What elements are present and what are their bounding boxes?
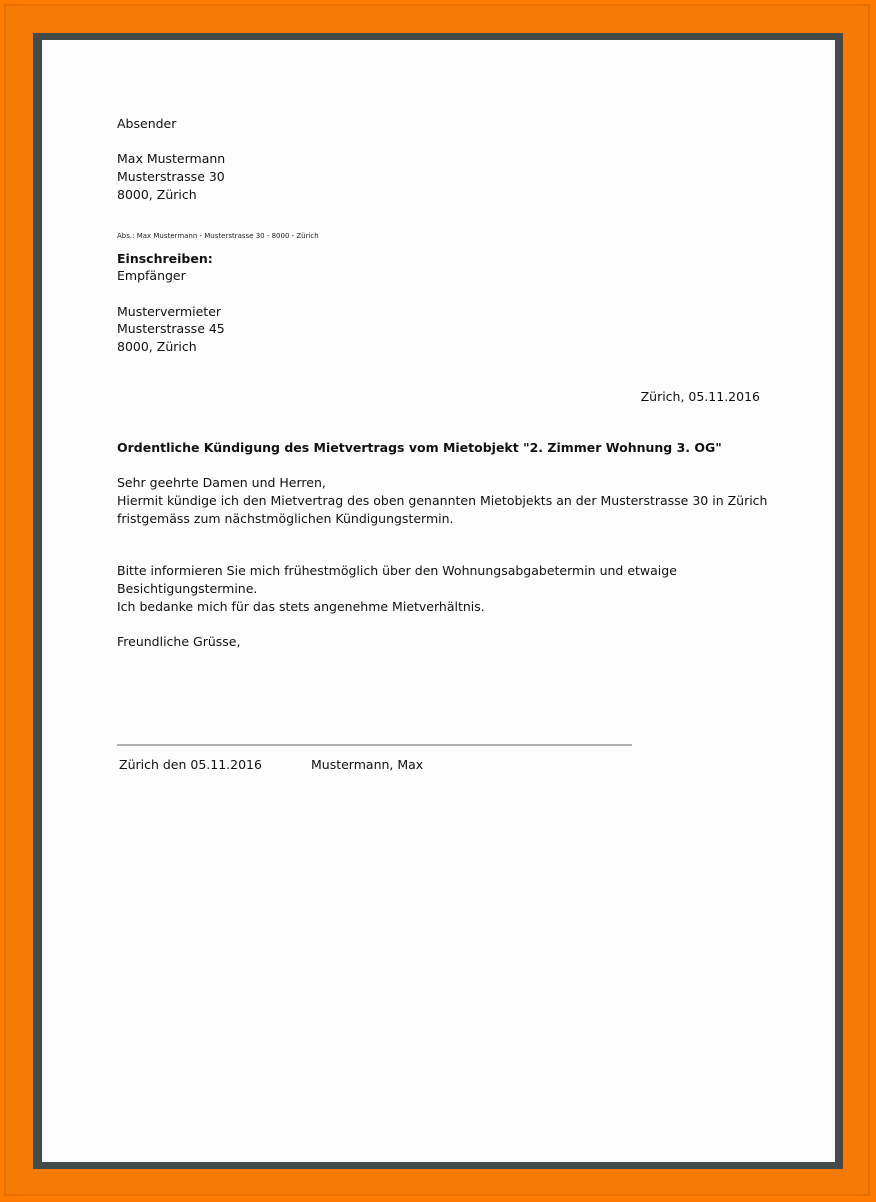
recipient-name: Mustervermieter [117,304,222,319]
recipient-heading: Empfänger [117,268,186,283]
letter-page [42,40,835,1162]
sender-street: Musterstrasse 30 [117,169,225,184]
body-line: Ich bedanke mich für das stets angenehme Mietverhältnis. [117,599,485,614]
body-line: Besichtigungstermine. [117,581,258,596]
salutation: Sehr geehrte Damen und Herren, [117,475,326,490]
signature-line [117,744,632,746]
letter-date: Zürich, 05.11.2016 [640,389,760,404]
signature-name: Mustermann, Max [311,757,424,772]
sender-name: Max Mustermann [117,151,226,166]
letter-subject: Ordentliche Kündigung des Mietvertrags vom Mietobjekt "2. Zimmer Wohnung 3. OG" [117,440,722,455]
body-line: Hiermit kündige ich den Mietvertrag des oben genannten Mietobjekts an der Musterstrasse 30 in Zürich [117,493,768,508]
body-line: Bitte informieren Sie mich frühestmöglich über den Wohnungsabgabetermin und etwaige [117,563,677,578]
closing: Freundliche Grüsse, [117,634,241,649]
registered-label: Einschreiben: [117,251,213,266]
body-line: fristgemäss zum nächstmöglichen Kündigungstermin. [117,511,454,526]
recipient-street: Musterstrasse 45 [117,321,225,336]
return-address-line: Abs.: Max Mustermann - Musterstrasse 30 - 8000 - Zürich [117,232,319,240]
recipient-city: 8000, Zürich [117,339,197,354]
signature-place-date: Zürich den 05.11.2016 [119,757,262,772]
sender-city: 8000, Zürich [117,187,197,202]
sender-heading: Absender [117,116,177,131]
